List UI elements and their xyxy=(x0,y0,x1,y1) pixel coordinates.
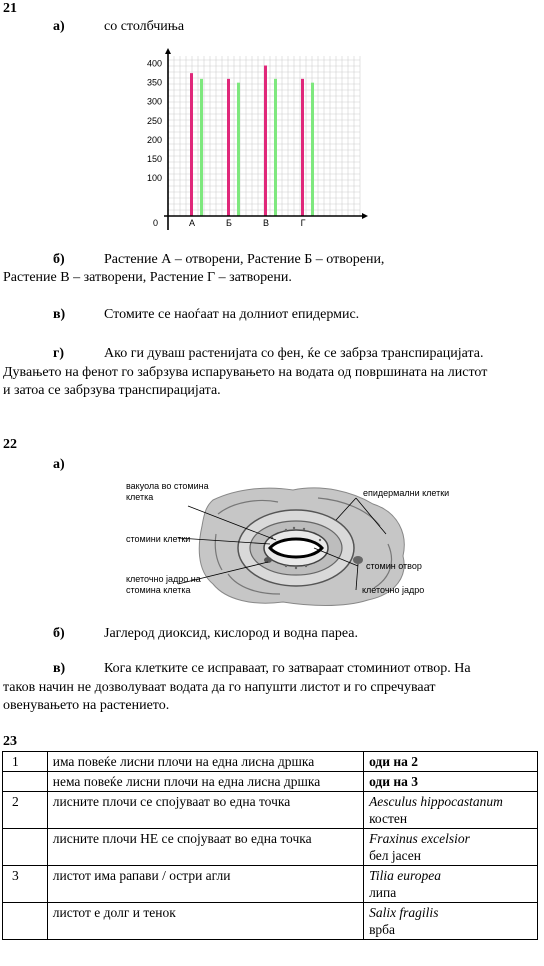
step-condition: има повеќе лисни плочи на една лисна дршка xyxy=(47,752,363,772)
q22-a-label: а) xyxy=(53,457,65,472)
step-condition: лисните плочи се спојуваат во една точка xyxy=(47,792,363,829)
step-number xyxy=(3,829,48,866)
y-tick-label: 100 xyxy=(146,172,162,183)
table-row xyxy=(3,772,538,792)
x-tick-label: А xyxy=(188,218,196,228)
q22-v-text-line1: Кога клетките се исправаат, го затвараат стоминиот отвор. На xyxy=(104,661,471,676)
y-tick-label: 350 xyxy=(146,77,162,88)
step-condition: листот има рапави / остри агли xyxy=(47,866,363,903)
y-axis-arrow xyxy=(165,48,171,54)
q22-v-text-line3: овенувањето на растението. xyxy=(3,698,170,713)
bar xyxy=(237,83,240,216)
nucleus-right xyxy=(353,556,363,564)
label-stoma: стомин отвор xyxy=(366,561,422,571)
q22-v-label: в) xyxy=(53,661,66,676)
bar xyxy=(200,79,203,216)
y-tick-label: 400 xyxy=(146,58,162,69)
bar xyxy=(227,79,230,216)
q21-g-text-line1: Ако ги дуваш растенијата со фен, ќе се забрза транспирацијата. xyxy=(104,346,484,361)
q21-b-label: б) xyxy=(53,252,65,267)
q21-b-text-line2: Растение В – затворени, Растение Г – затворени. xyxy=(3,270,292,285)
y-tick-label: 150 xyxy=(146,153,162,164)
x-tick-label: В xyxy=(262,218,270,228)
species-common: врба xyxy=(369,922,396,937)
y-tick-label: 300 xyxy=(146,96,162,107)
step-number xyxy=(3,903,48,940)
bar xyxy=(311,83,314,216)
species-cell xyxy=(364,829,538,866)
y-tick-label: 250 xyxy=(146,115,162,126)
q22-b-text: Јаглерод диоксид, кислород и водна пареа. xyxy=(104,626,358,641)
species-latin: Salix fragilis xyxy=(369,905,439,920)
species-cell xyxy=(364,792,538,829)
bar-chart xyxy=(140,48,370,234)
bar xyxy=(274,79,277,216)
label-nucleus-stomatal: клеточно јадро на стомина клетка xyxy=(126,574,201,595)
species-latin: Fraxinus excelsior xyxy=(369,831,470,846)
step-number: 3 xyxy=(3,866,48,903)
q21-g-text-line2: Дувањето на фенот го забрзува испарувањето на водата од површината на листот xyxy=(3,365,488,380)
step-number: 1 xyxy=(3,752,48,772)
bar xyxy=(190,73,193,216)
label-stomatal-cells: стомини клетки xyxy=(126,534,191,544)
dichotomous-key-table xyxy=(2,751,538,940)
step-condition: нема повеќе лисни плочи на една лисна дршка xyxy=(47,772,363,792)
species-common: бел јасен xyxy=(369,848,421,863)
table-row xyxy=(3,752,538,772)
step-condition: лисните плочи НЕ се спојуваат во една точка xyxy=(47,829,363,866)
table-row xyxy=(3,829,538,866)
species-common: липа xyxy=(369,885,397,900)
step-number xyxy=(3,772,48,792)
bar xyxy=(264,66,267,216)
q21-g-text-line3: и затоа се забрзува транспирацијата. xyxy=(3,383,221,398)
question-23-number: 23 xyxy=(3,734,17,749)
step-result: оди на 3 xyxy=(364,772,538,792)
species-common: костен xyxy=(369,811,408,826)
q21-v-text: Стомите се наоѓаат на долниот епидермис. xyxy=(104,307,360,322)
y-tick-label: 200 xyxy=(146,134,162,145)
table-row xyxy=(3,866,538,903)
bar xyxy=(301,79,304,216)
table-row xyxy=(3,792,538,829)
x-tick-label: Б xyxy=(226,218,232,228)
label-nucleus: клеточно јадро xyxy=(362,585,425,595)
x-tick-label: Г xyxy=(300,218,306,228)
y-tick-label: 0 xyxy=(152,218,158,228)
q21-a-text: со столбчиња xyxy=(104,19,185,34)
species-cell xyxy=(364,866,538,903)
q21-a-label: а) xyxy=(53,19,65,34)
species-cell xyxy=(364,903,538,940)
x-axis-arrow xyxy=(362,213,368,219)
step-number: 2 xyxy=(3,792,48,829)
table-row xyxy=(3,903,538,940)
q21-v-label: в) xyxy=(53,307,66,322)
q22-v-text-line2: таков начин не дозволуваат водата да го напушти листот и го спречуваат xyxy=(3,680,436,695)
species-latin: Tilia europea xyxy=(369,868,441,883)
step-condition: листот е долг и тенок xyxy=(47,903,363,940)
q22-b-label: б) xyxy=(53,626,65,641)
question-21-number: 21 xyxy=(3,1,17,16)
label-epidermal-cells: епидермални клетки xyxy=(363,488,450,498)
label-vacuole: вакуола во стомина клетка xyxy=(126,481,209,502)
question-22-number: 22 xyxy=(3,437,17,452)
q21-b-text-line1: Растение А – отворени, Растение Б – отворени, xyxy=(104,252,385,267)
step-result: оди на 2 xyxy=(364,752,538,772)
q21-g-label: г) xyxy=(53,346,65,361)
species-latin: Aesculus hippocastanum xyxy=(369,794,503,809)
